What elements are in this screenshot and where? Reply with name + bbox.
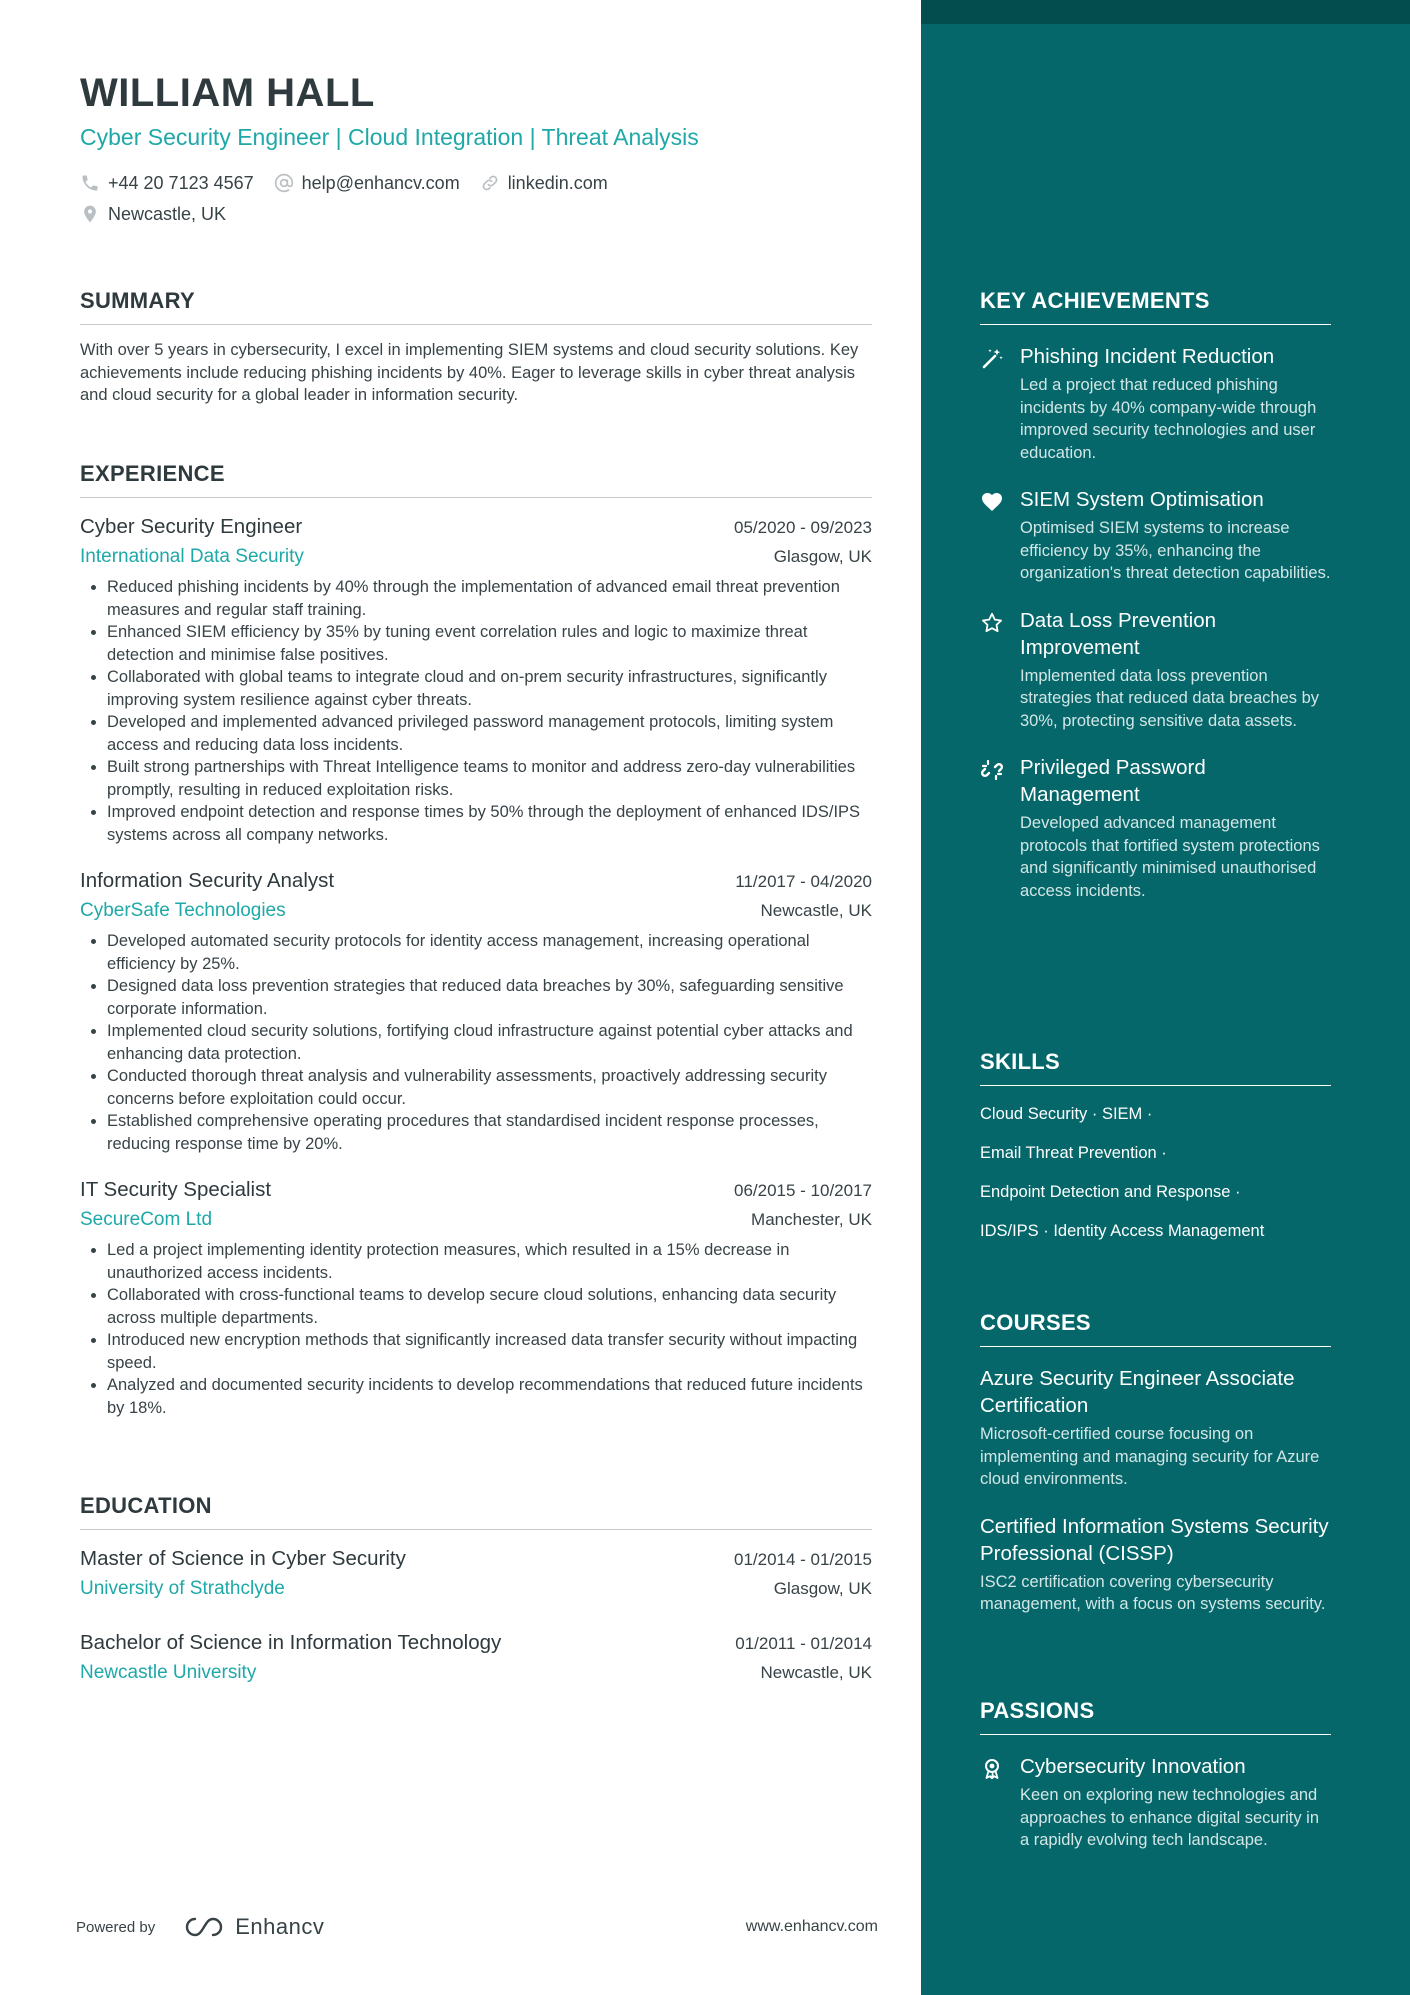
- experience-entry: [80, 512, 872, 846]
- company-name: CyberSafe Technologies: [80, 900, 286, 921]
- passion-body: [1020, 1753, 1331, 1852]
- achievement-desc: Implemented data loss prevention strategies that reduced data breaches by 30%, protecting sensitive data assets.: [1020, 666, 1320, 730]
- achievement-icon-wrap: [980, 607, 1020, 733]
- job-title: Cyber Security Engineer: [80, 515, 303, 538]
- powered-by: [76, 1914, 324, 1940]
- school-name: University of Strathclyde: [80, 1578, 285, 1599]
- contact-location: [80, 204, 226, 225]
- heart-icon: [980, 490, 1004, 514]
- contact-info: [80, 170, 872, 232]
- contact-email[interactable]: [274, 173, 460, 194]
- bullet-item: • Analyzed and documented security incidents to develop recommendations that reduced future incidents by 18%.: [107, 1374, 872, 1419]
- bullet-item: • Designed data loss prevention strategies that reduced data breaches by 30%, safeguarding sensitive corporate information.: [107, 975, 872, 1020]
- sidebar: [921, 0, 1410, 1995]
- passions-section: [980, 1697, 1331, 1852]
- achievement-title: Phishing Incident Reduction: [1020, 345, 1275, 368]
- job-dates: 11/2017 - 04/2020: [735, 872, 872, 891]
- star-icon: [980, 611, 1004, 635]
- candidate-name: WILLIAM HALL: [80, 71, 375, 115]
- skill-row: Endpoint Detection and Response ·: [980, 1183, 1241, 1201]
- location-text: Newcastle, UK: [108, 203, 227, 224]
- skill-row: IDS/IPS · Identity Access Management: [980, 1222, 1265, 1240]
- course-title: Certified Information Systems Security Professional (CISSP): [980, 1514, 1329, 1565]
- bullet-item: • Reduced phishing incidents by 40% through the implementation of advanced email threat prevention measures and regular staff training.: [107, 576, 872, 621]
- section-title-skills: SKILLS: [980, 1048, 1331, 1086]
- achievement-desc: Led a project that reduced phishing incidents by 40% company-wide through improved security technologies and user education.: [1020, 376, 1317, 462]
- summary-text: With over 5 years in cybersecurity, I excel in implementing SIEM systems and cloud security solutions. Key achievements include reducing phishing incidents by 40%. Eager to leverage skills in cyber threat analysis and cloud security for a global leader in information security.: [80, 341, 859, 404]
- bullet-item: • Enhanced SIEM efficiency by 35% by tuning event correlation rules and logic to maximize threat detection and minimise false positives.: [107, 621, 872, 666]
- education-dates: 01/2011 - 01/2014: [735, 1634, 872, 1653]
- experience-entry: [80, 1175, 872, 1419]
- job-title: Information Security Analyst: [80, 869, 335, 892]
- achievement-body: [1020, 343, 1331, 464]
- education-section: [80, 1492, 872, 1688]
- achievement-title: Data Loss Prevention Improvement: [1020, 608, 1217, 659]
- entry-header: [80, 1544, 872, 1574]
- achievement-item: [980, 343, 1331, 464]
- footer: [76, 1914, 878, 1940]
- courses-section: [980, 1309, 1331, 1616]
- education-entry: [80, 1628, 872, 1688]
- achievement-body: [1020, 486, 1331, 585]
- bullet-item: • Collaborated with global teams to integrate cloud and on-prem security infrastructures, significantly improving system resilience against cyber threats.: [107, 666, 872, 711]
- education-entry: [80, 1544, 872, 1604]
- achievement-title: Privileged Password Management: [1020, 756, 1206, 806]
- job-dates: 05/2020 - 09/2023: [733, 518, 872, 537]
- entry-subheader: [80, 542, 872, 572]
- job-bullets: [80, 1239, 872, 1419]
- location-pin-icon: [80, 204, 100, 224]
- achievement-item: [980, 607, 1331, 733]
- section-title-summary: SUMMARY: [80, 287, 872, 325]
- sidebar-top-band: [921, 0, 1410, 24]
- achievement-body: [1020, 754, 1331, 902]
- achievement-desc: Developed advanced management protocols that fortified system protections and significantly minimised unauthorised access incidents.: [1020, 814, 1320, 900]
- job-location: Newcastle, UK: [760, 901, 872, 920]
- job-bullets: [80, 576, 872, 846]
- phone-text: +44 20 7123 4567: [108, 172, 254, 193]
- course-item: [980, 1513, 1331, 1616]
- school-name: Newcastle University: [80, 1662, 257, 1683]
- contact-linkedin[interactable]: [480, 173, 608, 194]
- entry-header: [80, 512, 872, 542]
- job-location: Glasgow, UK: [773, 547, 872, 566]
- contact-row: [80, 201, 872, 227]
- job-title: IT Security Specialist: [80, 1178, 272, 1201]
- section-title-passions: PASSIONS: [980, 1697, 1331, 1735]
- linkedin-text[interactable]: linkedin.com: [507, 172, 608, 193]
- enhancv-logo-icon: [181, 1915, 227, 1939]
- passion-icon-wrap: [980, 1753, 1020, 1852]
- achievement-body: [1020, 607, 1331, 733]
- section-title-experience: EXPERIENCE: [80, 460, 872, 498]
- section-title-achievements: KEY ACHIEVEMENTS: [980, 287, 1331, 325]
- achievement-desc: Optimised SIEM systems to increase efficiency by 35%, enhancing the organization's threat detection capabilities.: [1020, 519, 1331, 582]
- company-name: SecureCom Ltd: [80, 1209, 213, 1230]
- skill-row: Email Threat Prevention ·: [980, 1144, 1167, 1162]
- education-dates: 01/2014 - 01/2015: [733, 1550, 872, 1569]
- course-desc: Microsoft-certified course focusing on implementing and managing security for Azure cloud environments.: [980, 1425, 1320, 1488]
- at-sign-icon: [274, 173, 294, 193]
- degree-title: Bachelor of Science in Information Technology: [80, 1631, 502, 1654]
- achievements-section: [980, 287, 1331, 902]
- achievement-icon-wrap: [980, 486, 1020, 585]
- bullet-item: • Developed and implemented advanced privileged password management protocols, limiting system access and reducing data loss incidents.: [107, 711, 872, 756]
- brand-name: Enhancv: [235, 1914, 325, 1939]
- website-link[interactable]: www.enhancv.com: [745, 1918, 878, 1935]
- passion-title: Cybersecurity Innovation: [1020, 1755, 1246, 1778]
- passion-desc: Keen on exploring new technologies and approaches to enhance digital security in a rapidly evolving tech landscape.: [1020, 1786, 1320, 1849]
- job-location: Manchester, UK: [751, 1210, 872, 1229]
- entry-header: [80, 866, 872, 896]
- entry-header: [80, 1175, 872, 1205]
- skill-row: Cloud Security · SIEM ·: [980, 1105, 1153, 1123]
- achievement-icon-wrap: [980, 754, 1020, 902]
- powered-by-label: Powered by: [76, 1918, 156, 1936]
- school-location: Glasgow, UK: [773, 1579, 872, 1598]
- enhancv-logo[interactable]: [181, 1914, 324, 1940]
- award-icon: [980, 1757, 1004, 1781]
- job-dates: 06/2015 - 10/2017: [733, 1181, 872, 1200]
- headline: Cyber Security Engineer | Cloud Integration | Threat Analysis: [80, 124, 699, 150]
- achievement-item: [980, 486, 1331, 585]
- entry-subheader: [80, 896, 872, 926]
- skills-section: [980, 1048, 1331, 1242]
- bullet-item: • Developed automated security protocols for identity access management, increasing operational efficiency by 25%.: [107, 930, 872, 975]
- magic-wand-icon: [980, 347, 1004, 371]
- experience-entry: [80, 866, 872, 1155]
- summary-section: [80, 287, 872, 407]
- section-title-education: EDUCATION: [80, 1492, 872, 1530]
- bullet-item: • Introduced new encryption methods that significantly increased data transfer security without impacting speed.: [107, 1329, 872, 1374]
- school-location: Newcastle, UK: [760, 1663, 872, 1682]
- phone-icon: [80, 173, 100, 193]
- degree-title: Master of Science in Cyber Security: [80, 1547, 406, 1570]
- bullet-item: • Implemented cloud security solutions, fortifying cloud infrastructure against potential cyber attacks and enhancing data protection.: [107, 1020, 872, 1065]
- contact-phone: [80, 173, 254, 194]
- entry-subheader: [80, 1205, 872, 1235]
- bullet-item: • Led a project implementing identity protection measures, which resulted in a 15% decrease in unauthorized access incidents.: [107, 1239, 872, 1284]
- experience-section: [80, 460, 872, 1419]
- course-title: Azure Security Engineer Associate Certification: [980, 1367, 1295, 1417]
- entry-header: [80, 1628, 872, 1658]
- job-bullets: [80, 930, 872, 1155]
- link-icon: [480, 173, 500, 193]
- broken-link-icon: [980, 758, 1004, 782]
- entry-subheader: [80, 1574, 872, 1604]
- company-name: International Data Security: [80, 546, 304, 567]
- bullet-item: • Conducted thorough threat analysis and vulnerability assessments, proactively addressing security concerns before exploitation could occur.: [107, 1065, 872, 1110]
- bullet-item: • Established comprehensive operating procedures that standardised incident response processes, reducing response time by 20%.: [107, 1110, 872, 1155]
- contact-row: [80, 170, 872, 196]
- achievement-title: SIEM System Optimisation: [1020, 488, 1264, 511]
- email-text[interactable]: help@enhancv.com: [301, 172, 460, 193]
- bullet-item: • Built strong partnerships with Threat Intelligence teams to monitor and address zero-day vulnerabilities promptly, resulting in reduced exploitation risks.: [107, 756, 872, 801]
- entry-subheader: [80, 1658, 872, 1688]
- course-item: [980, 1365, 1331, 1491]
- achievement-item: [980, 754, 1331, 902]
- course-desc: ISC2 certification covering cybersecurity management, with a focus on systems security.: [980, 1572, 1326, 1613]
- bullet-item: • Improved endpoint detection and response times by 50% through the deployment of enhanced IDS/IPS systems across all company networks.: [107, 801, 872, 846]
- section-title-courses: COURSES: [980, 1309, 1331, 1347]
- achievement-icon-wrap: [980, 343, 1020, 464]
- bullet-item: • Collaborated with cross-functional teams to develop secure cloud solutions, enhancing data security across multiple departments.: [107, 1284, 872, 1329]
- passion-item: [980, 1753, 1331, 1852]
